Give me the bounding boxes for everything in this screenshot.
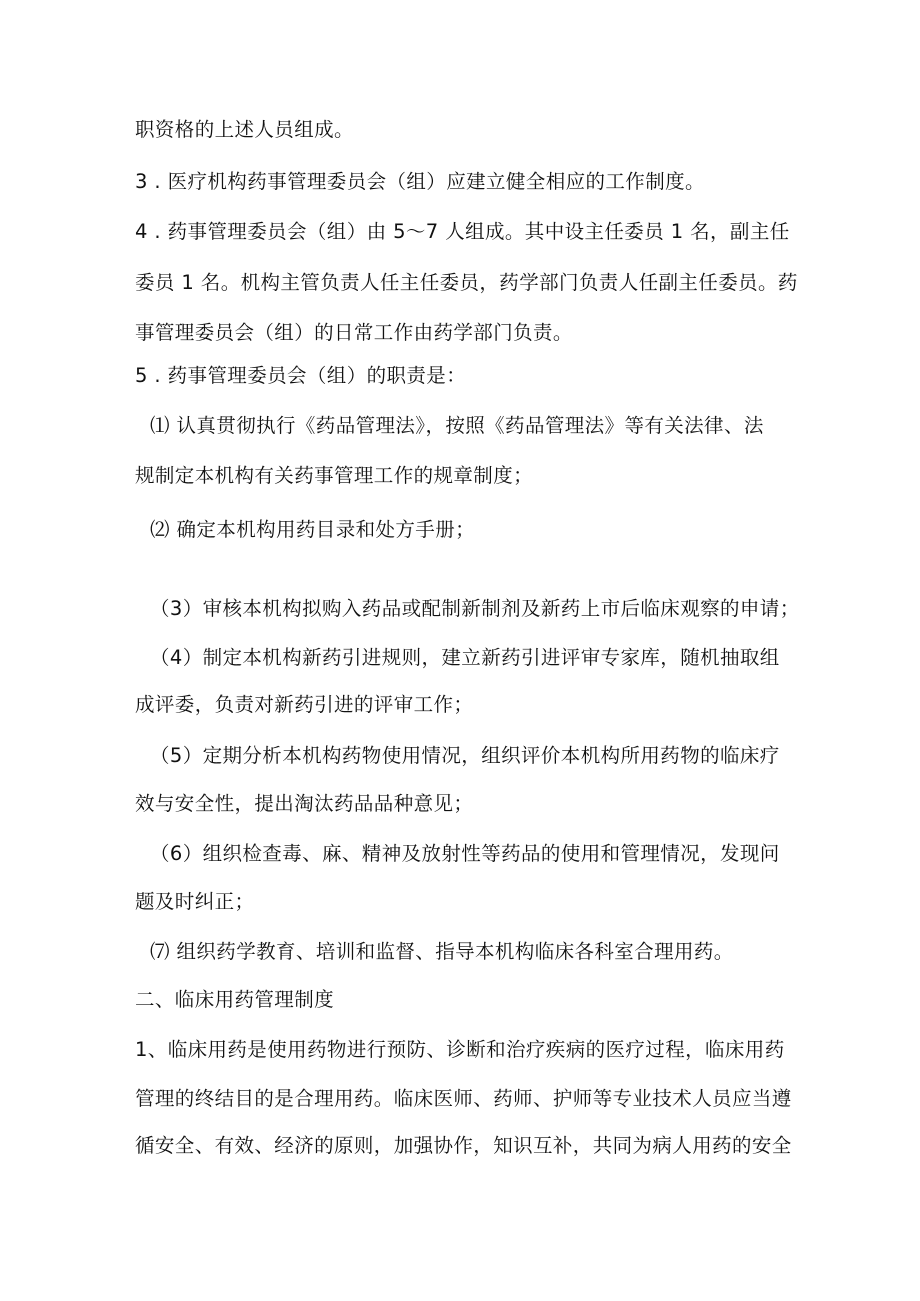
- text-line: 效与安全性，提出淘汰药品品种意见；: [135, 792, 474, 815]
- text-line: 5 . 药事管理委员会（组）的职责是：: [135, 364, 467, 387]
- text-line: （4）制定本机构新药引进规则，建立新药引进评审专家库，随机抽取组: [150, 646, 780, 669]
- text-line: （6）组织检查毒、麻、精神及放射性等药品的使用和管理情况，发现问: [150, 842, 780, 865]
- text-line: 管理的终结目的是合理用药。临床医师、药师、护师等专业技术人员应当遵: [135, 1087, 792, 1110]
- text-line: 成评委，负责对新药引进的评审工作；: [135, 693, 474, 716]
- text-line: 规制定本机构有关药事管理工作的规章制度；: [135, 464, 534, 487]
- text-line: 4 . 药事管理委员会（组）由 5〜7 人组成。其中设主任委员 1 名，副主任: [135, 220, 790, 243]
- text-line: （3）审核本机构拟购入药品或配制新制剂及新药上市后临床观察的申请；: [150, 597, 800, 620]
- text-line: 委员 1 名。机构主管负责人任主任委员，药学部门负责人任副主任委员。药: [135, 271, 798, 294]
- text-line: 职资格的上述人员组成。: [135, 118, 354, 141]
- text-line: ⑴ 认真贯彻执行《药品管理法》，按照《药品管理法》等有关法律、法: [150, 414, 764, 437]
- text-line: （5）定期分析本机构药物使用情况，组织评价本机构所用药物的临床疗: [150, 744, 780, 767]
- text-line: 题及时纠正；: [135, 890, 255, 913]
- text-line: 1、临床用药是使用药物进行预防、诊断和治疗疾病的医疗过程，临床用药: [135, 1038, 785, 1061]
- text-line: 事管理委员会（组）的日常工作由药学部门负责。: [135, 321, 573, 344]
- text-line: ⑺ 组织药学教育、培训和监督、指导本机构临床各科室合理用药。: [150, 940, 734, 963]
- text-line: 3 . 医疗机构药事管理委员会（组）应建立健全相应的工作制度。: [135, 170, 705, 193]
- text-line: ⑵ 确定本机构用药目录和处方手册；: [150, 518, 475, 541]
- text-line: 循安全、有效、经济的原则，加强协作，知识互补，共同为病人用药的安全: [135, 1134, 792, 1157]
- section-heading: 二、临床用药管理制度: [135, 988, 335, 1011]
